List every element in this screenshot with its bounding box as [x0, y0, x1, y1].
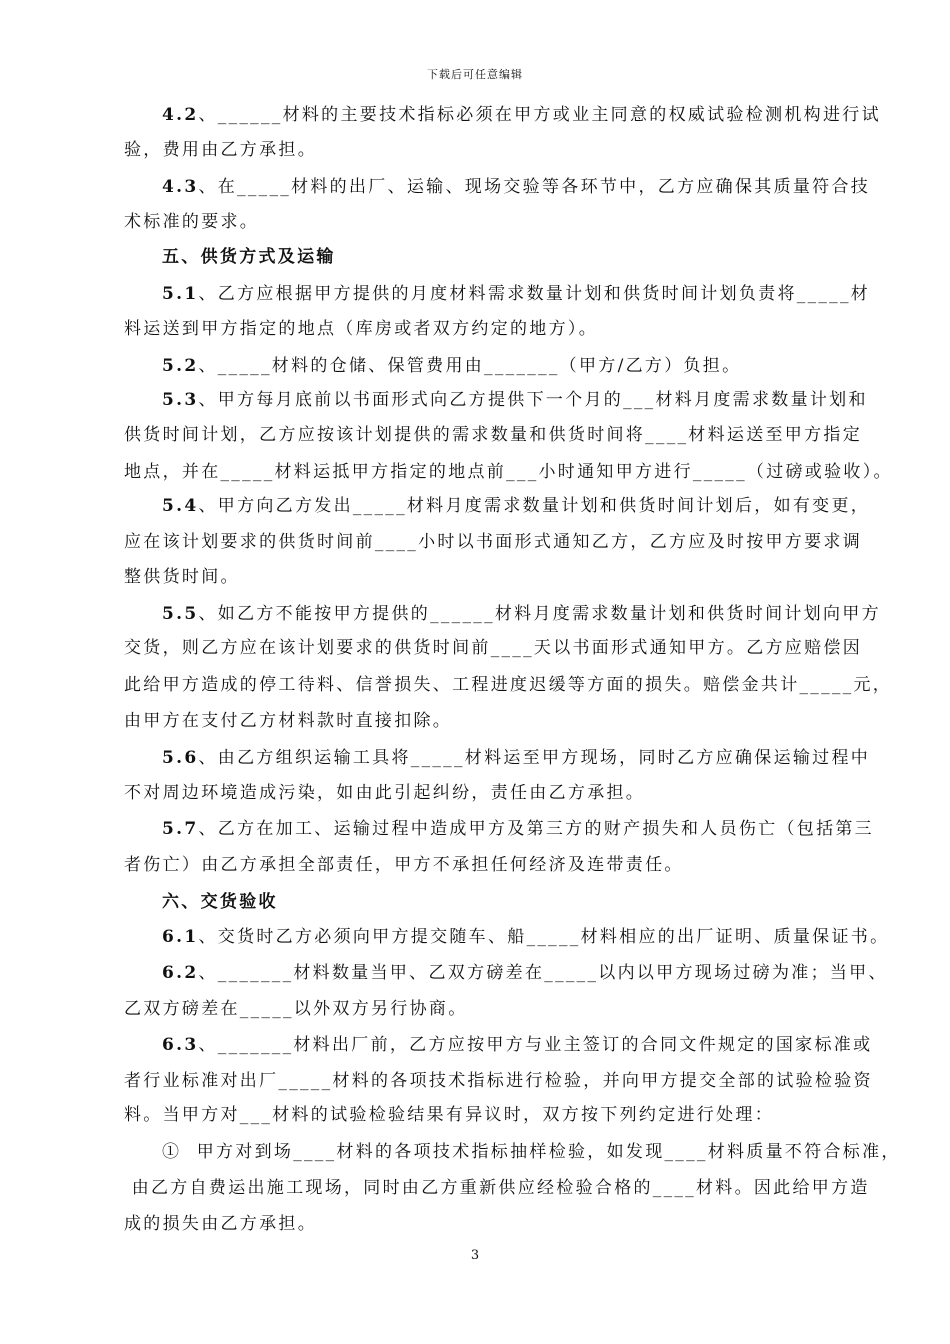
paragraph-line — [124, 706, 452, 731]
paragraph-line — [124, 1173, 870, 1198]
clause-text: 地点，并在_____材料运抵甲方指定的地点前___小时通知甲方进行_____（过磅或验收）。 — [124, 462, 893, 482]
paragraph-line — [124, 778, 645, 803]
paragraph-line — [124, 1066, 873, 1091]
clause-text: 不对周边环境造成污染，如由此引起纠纷，责任由乙方承担。 — [124, 783, 646, 803]
clause-text: 、在_____材料的出厂、运输、现场交验等各环节中，乙方应确保其质量符合技 — [198, 177, 871, 197]
paragraph-line — [162, 922, 889, 947]
clause-text: 由甲方在支付乙方材料款时直接扣除。 — [124, 711, 453, 731]
clause-text: 、_______材料出厂前，乙方应按甲方与业主签订的合同文件规定的国家标准或 — [198, 1035, 873, 1055]
clause-text: 、乙方应根据甲方提供的月度材料需求数量计划和供货时间计划负责将_____材 — [198, 284, 871, 304]
paragraph-line — [124, 457, 893, 482]
paragraph-line — [124, 527, 862, 552]
clause-text: 乙双方磅差在_____以外双方另行协商。 — [124, 999, 468, 1019]
clause-number: 5.2 — [162, 356, 199, 376]
clause-number: 5.5 — [162, 604, 199, 624]
clause-text: 、甲方每月底前以书面形式向乙方提供下一个月的___材料月度需求数量计划和 — [198, 390, 868, 410]
clause-number: 5.6 — [162, 748, 199, 768]
paragraph-line — [162, 172, 870, 197]
clause-text: 由乙方自费运出施工现场，同时由乙方重新供应经检验合格的____材料。因此给甲方造 — [124, 1178, 870, 1198]
paragraph-line — [162, 491, 870, 516]
paragraph-line — [162, 599, 881, 624]
clause-text: 整供货时间。 — [124, 567, 240, 587]
paragraph-line — [162, 351, 741, 376]
paragraph-line — [124, 994, 468, 1019]
clause-number: 5.4 — [162, 496, 199, 516]
clause-text: 验，费用由乙方承担。 — [124, 140, 317, 160]
paragraph-line — [124, 670, 892, 695]
clause-text: ① 甲方对到场____材料的各项技术指标抽样检验，如发现____材料质量不符合标准， — [162, 1142, 901, 1162]
paragraph-line — [162, 1030, 872, 1055]
clause-number: 5.1 — [162, 284, 199, 304]
clause-text: 、乙方在加工、运输过程中造成甲方及第三方的财产损失和人员伤亡（包括第三 — [198, 819, 874, 839]
paragraph-line — [162, 743, 870, 768]
paragraph-line — [162, 100, 881, 125]
clause-text: 、如乙方不能按甲方提供的______材料月度需求数量计划和供货时间计划向甲方 — [198, 604, 881, 624]
clause-text: 、______材料的主要技术指标必须在甲方或业主同意的权威试验检测机构进行试 — [198, 105, 881, 125]
clause-text: 、由乙方组织运输工具将_____材料运至甲方现场，同时乙方应确保运输过程中 — [198, 748, 871, 768]
paragraph-line — [124, 207, 259, 232]
clause-text: 术标准的要求。 — [124, 212, 260, 232]
paragraph-line — [124, 1209, 317, 1234]
paragraph-line — [162, 958, 888, 983]
paragraph-line — [124, 633, 862, 658]
clause-text: 、交货时乙方必须向甲方提交随车、船_____材料相应的出厂证明、质量保证书。 — [198, 927, 890, 947]
paragraph-line — [124, 135, 317, 160]
section-heading: 六、交货验收 — [162, 892, 278, 912]
clause-text: 、_____材料的仓储、保管费用由_______（甲方/乙方）负担。 — [198, 356, 742, 376]
clause-text: 交货，则乙方应在该计划要求的供货时间前____天以书面形式通知甲方。乙方应赔偿因 — [124, 638, 862, 658]
clause-text: 应在该计划要求的供货时间前____小时以书面形式通知乙方，乙方应及时按甲方要求调 — [124, 532, 862, 552]
clause-number: 5.3 — [162, 390, 199, 410]
clause-number: 6.1 — [162, 927, 199, 947]
clause-number: 4.2 — [162, 105, 199, 125]
clause-text: 料。当甲方对___材料的试验检验结果有异议时，双方按下列约定进行处理： — [124, 1105, 774, 1125]
paragraph-line — [162, 279, 870, 304]
page-number: 3 — [470, 1248, 480, 1263]
clause-text: 者伤亡）由乙方承担全部责任，甲方不承担任何经济及连带责任。 — [124, 855, 684, 875]
paragraph-line — [124, 314, 598, 339]
paragraph-line — [124, 420, 862, 445]
clause-number: 6.2 — [162, 963, 199, 983]
paragraph-line — [124, 850, 684, 875]
paragraph-line — [124, 1100, 774, 1125]
header-note: 下载后可任意编辑 — [427, 68, 523, 81]
paragraph-line — [162, 1137, 901, 1162]
clause-number: 6.3 — [162, 1035, 199, 1055]
clause-text: 成的损失由乙方承担。 — [124, 1214, 317, 1234]
clause-text: 供货时间计划，乙方应按该计划提供的需求数量和供货时间将____材料运送至甲方指定 — [124, 425, 862, 445]
paragraph-line — [124, 562, 240, 587]
paragraph-line — [162, 814, 874, 839]
clause-text: 、_______材料数量当甲、乙双方磅差在_____以内以甲方现场过磅为准；当甲、 — [198, 963, 888, 983]
section-heading: 五、供货方式及运输 — [162, 247, 336, 267]
paragraph-line — [162, 385, 868, 410]
clause-text: 者行业标准对出厂_____材料的各项技术指标进行检验，并向甲方提交全部的试验检验资 — [124, 1071, 873, 1091]
clause-text: 、甲方向乙方发出_____材料月度需求数量计划和供货时间计划后，如有变更， — [198, 496, 871, 516]
clause-number: 5.7 — [162, 819, 199, 839]
clause-text: 此给甲方造成的停工待料、信誉损失、工程进度迟缓等方面的损失。赔偿金共计_____元， — [124, 675, 893, 695]
clause-text: 料运送到甲方指定的地点（库房或者双方约定的地方）。 — [124, 319, 598, 339]
clause-number: 4.3 — [162, 177, 199, 197]
